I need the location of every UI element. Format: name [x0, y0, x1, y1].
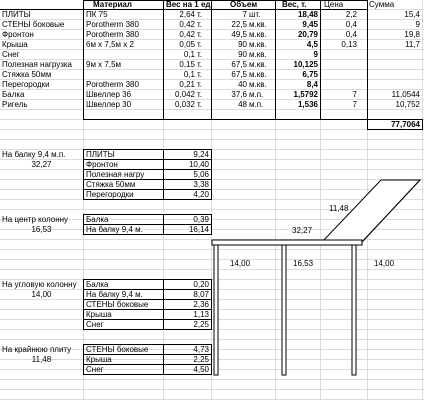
row-name: ПЛИТЫ	[2, 10, 31, 19]
header-material: Материал	[93, 0, 132, 9]
group-item-label: На балку 9,4 м.	[86, 290, 143, 299]
row-weight-unit: т.	[197, 50, 202, 59]
left-column-load-label: 14,00	[230, 259, 251, 268]
row-volume-unit: м.п.	[249, 90, 264, 99]
group-item-label: Крыша	[86, 355, 112, 364]
row-material: 9м х 7,5м	[86, 60, 122, 69]
row-weight-per-unit: 0,042	[174, 90, 195, 99]
row-weight-unit: т.	[197, 90, 202, 99]
left-column-shape	[214, 245, 218, 375]
row-volume-unit: м.п.	[249, 100, 264, 109]
row-material: Porotherm 380	[86, 80, 139, 89]
group-item-value: 0,39	[193, 215, 209, 224]
row-name: Фронтон	[2, 30, 34, 39]
middle-column-shape	[282, 245, 286, 375]
row-volume-unit: шт.	[249, 10, 261, 19]
row-weight-total: 4,5	[306, 40, 318, 49]
row-weight-per-unit: 0,05	[179, 40, 195, 49]
group-item-value: 4,73	[193, 345, 209, 354]
row-volume: 90	[238, 50, 247, 59]
row-weight-total: 9,45	[302, 20, 318, 29]
row-price: 0,4	[345, 30, 357, 39]
row-volume-unit: м.кв.	[249, 40, 267, 49]
group-item-value: 2,25	[193, 320, 209, 329]
group-item-value: 9,24	[193, 150, 209, 159]
group-title: На крайнюю плиту	[2, 345, 72, 354]
group-value: 32,27	[31, 160, 52, 169]
row-material: Швеллер 30	[86, 100, 132, 109]
row-volume: 67,5	[231, 70, 247, 79]
group-item-value: 16,14	[188, 225, 209, 234]
row-weight-per-unit: 2,64	[179, 10, 195, 19]
row-weight-unit: т.	[197, 80, 202, 89]
group-item-value: 5,06	[193, 170, 209, 179]
row-volume: 90	[238, 40, 247, 49]
row-weight-per-unit: 0,1	[183, 70, 195, 79]
row-weight-per-unit: 0,032	[174, 100, 195, 109]
group-title: На угловую колонну	[2, 280, 77, 289]
row-volume: 37,6	[231, 90, 247, 99]
row-volume-unit: м.кв.	[249, 30, 267, 39]
row-volume-unit: м.кв.	[249, 80, 267, 89]
middle-column-load-label: 16,53	[293, 259, 314, 268]
total-sum: 77,7064	[391, 120, 420, 129]
row-weight-unit: т.	[197, 60, 202, 69]
row-volume: 49,5	[231, 30, 247, 39]
row-weight-per-unit: 0,42	[179, 20, 195, 29]
row-sum: 11,0544	[391, 90, 420, 99]
row-name: Полезная нагрузка	[2, 60, 72, 69]
row-weight-total: 6,75	[302, 70, 318, 79]
row-price: 7	[352, 90, 357, 99]
row-price: 0,13	[341, 40, 357, 49]
group-item-label: СТЕНЫ боковые	[86, 300, 149, 309]
group-item-label: Полезная нагру	[86, 170, 145, 179]
row-weight-total: 1,536	[297, 100, 318, 109]
row-volume-unit: м.кв.	[249, 20, 267, 29]
row-price: 2,2	[345, 10, 357, 19]
beam-load-label: 32,27	[292, 226, 313, 235]
header-weight-total: Вес, т.	[282, 0, 307, 9]
row-weight-per-unit: 0,42	[179, 30, 195, 39]
row-weight-total: 20,79	[297, 30, 318, 39]
row-weight-total: 10,125	[293, 60, 318, 69]
right-column-shape	[352, 245, 356, 375]
group-item-label: Перегородки	[86, 190, 134, 199]
row-weight-per-unit: 0,21	[179, 80, 195, 89]
group-item-label: Балка	[86, 280, 109, 289]
row-sum: 11,7	[405, 40, 420, 49]
group-item-label: Балка	[86, 215, 109, 224]
group-item-label: Снег	[86, 365, 104, 374]
row-sum: 9	[415, 20, 420, 29]
group-item-value: 3,38	[193, 180, 209, 189]
row-volume-unit: м.кв.	[249, 50, 267, 59]
group-item-label: Крыша	[86, 310, 112, 319]
row-material: ПК 75	[86, 10, 108, 19]
group-item-value: 8,07	[193, 290, 209, 299]
header-sum: Сумма	[369, 0, 395, 9]
row-name: Ригель	[2, 100, 28, 109]
group-value: 16,53	[31, 225, 52, 234]
row-weight-unit: т.	[197, 70, 202, 79]
row-volume: 67,5	[231, 60, 247, 69]
row-volume: 22,5	[231, 20, 247, 29]
row-name: Крыша	[2, 40, 28, 49]
group-item-value: 4,20	[193, 190, 209, 199]
group-item-value: 2,25	[193, 355, 209, 364]
group-item-value: 1,13	[193, 310, 209, 319]
group-item-label: Снег	[86, 320, 104, 329]
row-weight-total: 8,4	[306, 80, 318, 89]
group-item-value: 4,50	[193, 365, 209, 374]
row-material: Porotherm 380	[86, 20, 139, 29]
group-item-label: СТЕНЫ боковые	[86, 345, 149, 354]
row-weight-total: 1,5792	[293, 90, 318, 99]
group-item-label: Стяжка 50мм	[86, 180, 136, 189]
header-price: Цена	[324, 0, 344, 9]
group-title: На балку 9,4 м.п.	[2, 150, 66, 159]
row-name: Балка	[2, 90, 25, 99]
row-sum: 15,4	[404, 10, 420, 19]
header-weight-per-unit: Вес на 1 ед.	[166, 0, 213, 9]
header-volume: Объем	[230, 0, 258, 9]
row-weight-unit: т.	[197, 10, 202, 19]
group-title: На центр колонну	[2, 215, 69, 224]
row-volume-unit: м.кв.	[249, 70, 267, 79]
row-volume: 7	[242, 10, 247, 19]
row-material: Porotherm 380	[86, 30, 139, 39]
row-weight-unit: т.	[197, 30, 202, 39]
row-name: Снег	[2, 50, 20, 59]
row-volume: 48	[238, 100, 247, 109]
row-material: 6м х 7,5м х 2	[86, 40, 134, 49]
slab-load-label: 11,48	[329, 204, 349, 213]
row-weight-total: 18,48	[297, 10, 318, 19]
row-volume-unit: м.кв.	[249, 60, 267, 69]
beam-shape	[212, 240, 362, 245]
row-sum: 19,8	[404, 30, 420, 39]
row-weight-unit: т.	[197, 40, 202, 49]
row-weight-unit: т.	[197, 20, 202, 29]
group-item-label: На балку 9,4 м.	[86, 225, 143, 234]
group-item-value: 2,36	[193, 300, 209, 309]
row-weight-per-unit: 0,15	[179, 60, 195, 69]
group-value: 11,48	[31, 355, 52, 364]
group-value: 14,00	[31, 290, 52, 299]
row-material: Швеллер 36	[86, 90, 132, 99]
row-weight-unit: т.	[197, 100, 202, 109]
row-sum: 10,752	[395, 100, 420, 109]
row-weight-total: 9	[313, 50, 318, 59]
row-name: Стяжка 50мм	[2, 70, 52, 79]
row-name: СТЕНЫ боковые	[2, 20, 65, 29]
group-item-label: ПЛИТЫ	[86, 150, 115, 159]
right-column-load-label: 14,00	[374, 259, 395, 268]
group-item-value: 10,40	[188, 160, 209, 169]
group-item-label: Фронтон	[86, 160, 118, 169]
row-price: 7	[352, 100, 357, 109]
row-volume: 40	[238, 80, 247, 89]
row-weight-per-unit: 0,1	[183, 50, 195, 59]
group-item-value: 0,20	[193, 280, 209, 289]
row-name: Перегородки	[2, 80, 50, 89]
row-price: 0,4	[345, 20, 357, 29]
